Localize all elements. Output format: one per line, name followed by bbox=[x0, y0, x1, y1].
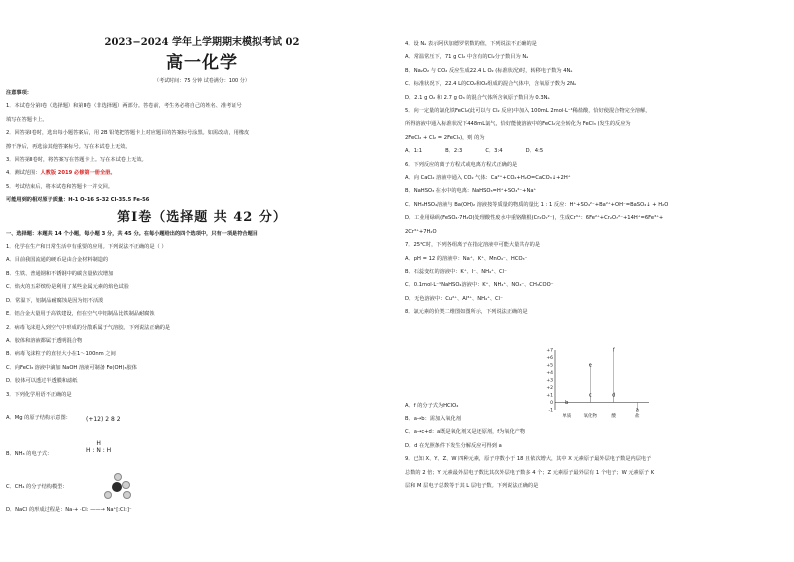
nh3-top: H bbox=[96, 439, 101, 447]
question-line: 3．下列化学用语不正确的是 bbox=[6, 391, 72, 398]
y-tick-label: +1 bbox=[546, 393, 553, 399]
subject-title: 高一化学 bbox=[166, 53, 238, 73]
point-b: b bbox=[565, 400, 569, 407]
option-line: B．生铁、普通钢和不锈钢中的碳含量依次增加 bbox=[6, 270, 114, 277]
option-line: B．Na₂O₂ 与 CO₂ 反应生成22.4 L O₂ (标准状况)时，转移电子数为 4Nₐ bbox=[405, 67, 573, 74]
left-column bbox=[6, 36, 398, 517]
option-line: D．工业用绿矾(FeSO₄·7H₂O)处理酸性废水中重铬酸根(Cr₂O₇²⁻)，生成Cr³⁺：6Fe²⁺+Cr₂O₇²⁻+14H⁺=6Fe³⁺+ bbox=[405, 215, 664, 222]
valence-class-chart bbox=[541, 348, 653, 422]
q3-option-c bbox=[6, 470, 398, 504]
y-tick-label: 0 bbox=[550, 401, 553, 406]
option-line: D．胶体可以透过半透膜和滤纸 bbox=[6, 378, 78, 385]
section-instruction: 一、选择题：本题共 14 个小题，每小题 3 分，共 45 分。在每小题给出的四个选项中，只有一项是符合题目 bbox=[6, 230, 258, 237]
option-line: A．胶体和溶液都属于透明混合物 bbox=[6, 337, 83, 344]
point-c: c bbox=[588, 392, 592, 399]
question-line: 1．化学在生产和日常生活中有重要的应用。下列说法不正确的是（ ） bbox=[6, 244, 167, 251]
y-tick-label: +2 bbox=[546, 386, 553, 391]
option-line: B．病毒飞沫粒子的直径大小在1～100nm 之间 bbox=[6, 351, 116, 358]
x-tick-label: 盐 bbox=[635, 414, 640, 419]
question-line: 层和 M 层电子总数等于其 L 层电子数。下列说法正确的是 bbox=[405, 482, 539, 489]
hydrogen-atom bbox=[104, 491, 112, 499]
option-line: D．常温下，铝制品耐腐蚀是因为铝不活泼 bbox=[6, 297, 104, 304]
nh3-electron-formula bbox=[86, 440, 111, 454]
point-d: d bbox=[612, 392, 616, 399]
question-line: 6．下列反应的离子方程式或电离方程式正确的是 bbox=[405, 161, 518, 168]
nh3-mid: H : N : H bbox=[86, 446, 112, 454]
option-line: A．pH = 12 的溶液中：Na⁺、K⁺、MnO₄⁻、HCO₃⁻ bbox=[405, 255, 528, 262]
section-title: 第Ⅰ卷（选择题 共 42 分） bbox=[117, 209, 287, 225]
note-line: 5．考试结束后，将本试卷和答题卡一并交回。 bbox=[6, 183, 114, 190]
range-label: 4．测试范围： bbox=[6, 170, 41, 177]
option-line: C．向FeCl₃ 溶液中滴加 NaOH 溶液可制备 Fe(OH)₃胶体 bbox=[6, 364, 137, 371]
q3-option-b bbox=[6, 436, 398, 470]
option-line: C．a→c+d：a既是氧化剂又是还原剂，f为氧化产物 bbox=[405, 429, 526, 436]
question-line: 8．氯元素的价类二维图如图所示，下列说法正确的是 bbox=[405, 309, 528, 316]
note-line: 擦干净后，再选涂其他答案标号。写在本试卷上无效。 bbox=[6, 143, 131, 150]
x-tick-label: 单质 bbox=[562, 414, 572, 419]
option-line: A．常温常压下，71 g Cl₂ 中含有的Cl₂分子数目为 Nₐ bbox=[405, 54, 529, 61]
question-line: 9．已知 X、Y、Z、W 四种元素，原子序数小于 18 且依次增大，其中 X 元素原子最外层电子数是内层电子 bbox=[405, 456, 652, 463]
hydrogen-atom bbox=[123, 491, 131, 499]
hydrogen-atom bbox=[114, 473, 122, 481]
question-line: 所得溶液中通入标准状况下448mL氯气，恰好能使溶液中的FeCl₂完全转化为 FeCl₃ (发生的反应为 bbox=[405, 121, 631, 128]
option-line: C．标准状况下，22.4 L的CO₂和O₂组成的混合气体中，含氧原子数为 2Nₐ bbox=[405, 81, 577, 88]
mg-atom-diagram: (+12) 2 8 2 bbox=[86, 415, 121, 423]
range-value: 人教版 2019 必修第一册全册。 bbox=[40, 170, 116, 177]
y-tick-label: -1 bbox=[548, 408, 553, 414]
question-line: 2．病毒飞沫进入到空气中形成的分散系属于气溶胶。下列说法正确的是 bbox=[6, 324, 171, 331]
x-tick-label: 酸 bbox=[611, 414, 616, 419]
question-line: 4．设 Nₐ 表示阿伏加德罗常数的值，下列说法不正确的是 bbox=[405, 41, 537, 47]
point-a: a bbox=[635, 407, 639, 414]
option-line: B．石蕊变红的溶液中：K⁺、I⁻、NH₄⁺、Cl⁻ bbox=[405, 268, 507, 275]
chart-svg bbox=[541, 348, 653, 422]
point-e: e bbox=[588, 362, 592, 369]
option-line: A．向 CaCl₂ 溶液中通入 CO₂ 气体：Ca²⁺+CO₂+H₂O=CaCO₃↓+2H⁺ bbox=[405, 175, 571, 182]
option-line: C．焰火的五彩缤纷是利用了某些金属元素的焰色试验 bbox=[6, 284, 129, 291]
question-line: 总数的 2 倍；Y 元素最外层电子数比其次外层电子数多 4 个；Z 元素原子最外层有 1 个电子；W 元素原子 K bbox=[405, 469, 655, 476]
y-tick-label: +7 bbox=[546, 348, 553, 354]
note-line: 1．本试卷分第Ⅰ卷（选择题）和第Ⅱ卷（非选择题）两部分。答卷前，考生务必将自己的姓名、准考证号 bbox=[6, 103, 242, 110]
hydrogen-atom bbox=[122, 481, 130, 489]
option-line: D．2.1 g O₂ 和 2.7 g O₃ 的混合气体所含氧原子数目为 0.3Nₐ bbox=[405, 94, 550, 101]
carbon-atom bbox=[112, 482, 122, 492]
y-tick-label: +4 bbox=[546, 371, 553, 376]
option-line: A．f 的分子式为HClO₄ bbox=[405, 402, 459, 409]
exam-meta: （考试时间：75 分钟 试卷满分：100 分） bbox=[154, 78, 250, 84]
y-tick-label: +6 bbox=[546, 356, 553, 361]
option-line: D．无色溶液中：Cu²⁺、Al³⁺、NH₄⁺、Cl⁻ bbox=[405, 295, 503, 302]
question-line: 7．25℃时，下列各组离子在指定溶液中可能大量共存的是 bbox=[405, 242, 541, 249]
option-line: A．1:1 B．2:3 C．3:4 D．4:5 bbox=[405, 148, 544, 155]
option-line: E．铝合金大量用于高铁建设，但在空气中铝制品比铁制品耐腐蚀 bbox=[6, 311, 155, 318]
x-tick-label: 氧化物 bbox=[583, 414, 597, 419]
option-line: C．NH₄HSO₄溶液与 Ba(OH)₂ 溶液按等质量的物质的量比 1 : 1 反应：H⁺+SO₄²⁻+Ba²⁺+OH⁻=BaSO₄↓ + H₂O bbox=[405, 201, 669, 208]
exam-title: 2023−2024 学年上学期期末模拟考试 02 bbox=[104, 37, 300, 48]
y-tick-label: +5 bbox=[546, 363, 553, 369]
ch4-ball-model bbox=[102, 473, 132, 501]
option-label: A．Mg 的原子结构示意图： bbox=[6, 414, 71, 421]
question-line: 2FeCl₂ + Cl₂ = 2FeCl₃)，则 的为 bbox=[405, 134, 485, 141]
q3-option-a bbox=[6, 402, 398, 436]
option-line: D．d 在光照条件下发生分解反应可得到 a bbox=[405, 442, 502, 449]
option-line: 2Cr³⁺+7H₂O bbox=[405, 228, 437, 235]
point-f: f bbox=[612, 347, 615, 354]
option-line: C．0.1mol·L⁻¹NaHSO₄溶液中：K⁺、NH₄⁺、NO₃⁻、CH₃COO⁻ bbox=[405, 282, 554, 289]
option-line: B．a→b：需加入氧化剂 bbox=[405, 415, 461, 422]
note-line: 2．回答第Ⅰ卷时，选出每小题答案后，用 2B 铅笔把答题卡上对应题目的答案标号涂黑。如需改动，用橡皮 bbox=[6, 130, 250, 137]
q3-option-d: D．NaCl 的形成过程是：Na·+ ·Cl: ——→ Na⁺[:Cl:]⁻ bbox=[6, 506, 132, 513]
note-line-range bbox=[6, 167, 398, 180]
option-label: B．NH₃ 的电子式： bbox=[6, 450, 53, 457]
note-line: 3．回答第Ⅱ卷时，将答案写在答题卡上。写在本试卷上无效。 bbox=[6, 157, 147, 164]
note-line: 填写在答题卡上。 bbox=[6, 116, 48, 123]
right-column bbox=[405, 38, 788, 493]
atomic-mass-line: 可能用到的相对原子质量：H-1 O-16 S-32 Cl-35.5 Fe-56 bbox=[6, 197, 150, 204]
option-label: C．CH₄ 的分子结构模型： bbox=[6, 483, 68, 490]
question-line: 5．向一定量的氯化铁FeCl₂(此可以与 Cl₂ 反应)中加入 100mL 2mol·L⁻¹稀盐酸，恰好使混合物完全溶解， bbox=[405, 108, 651, 115]
y-tick-label: +3 bbox=[546, 378, 553, 384]
option-line: B．NaHSO₃ 在水中的电离：NaHSO₃=H⁺+SO₃²⁻+Na⁺ bbox=[405, 188, 537, 195]
notes-heading: 注意事项： bbox=[6, 90, 32, 96]
option-line: A．目前我国流通的硬币是由合金材料制造的 bbox=[6, 257, 109, 264]
